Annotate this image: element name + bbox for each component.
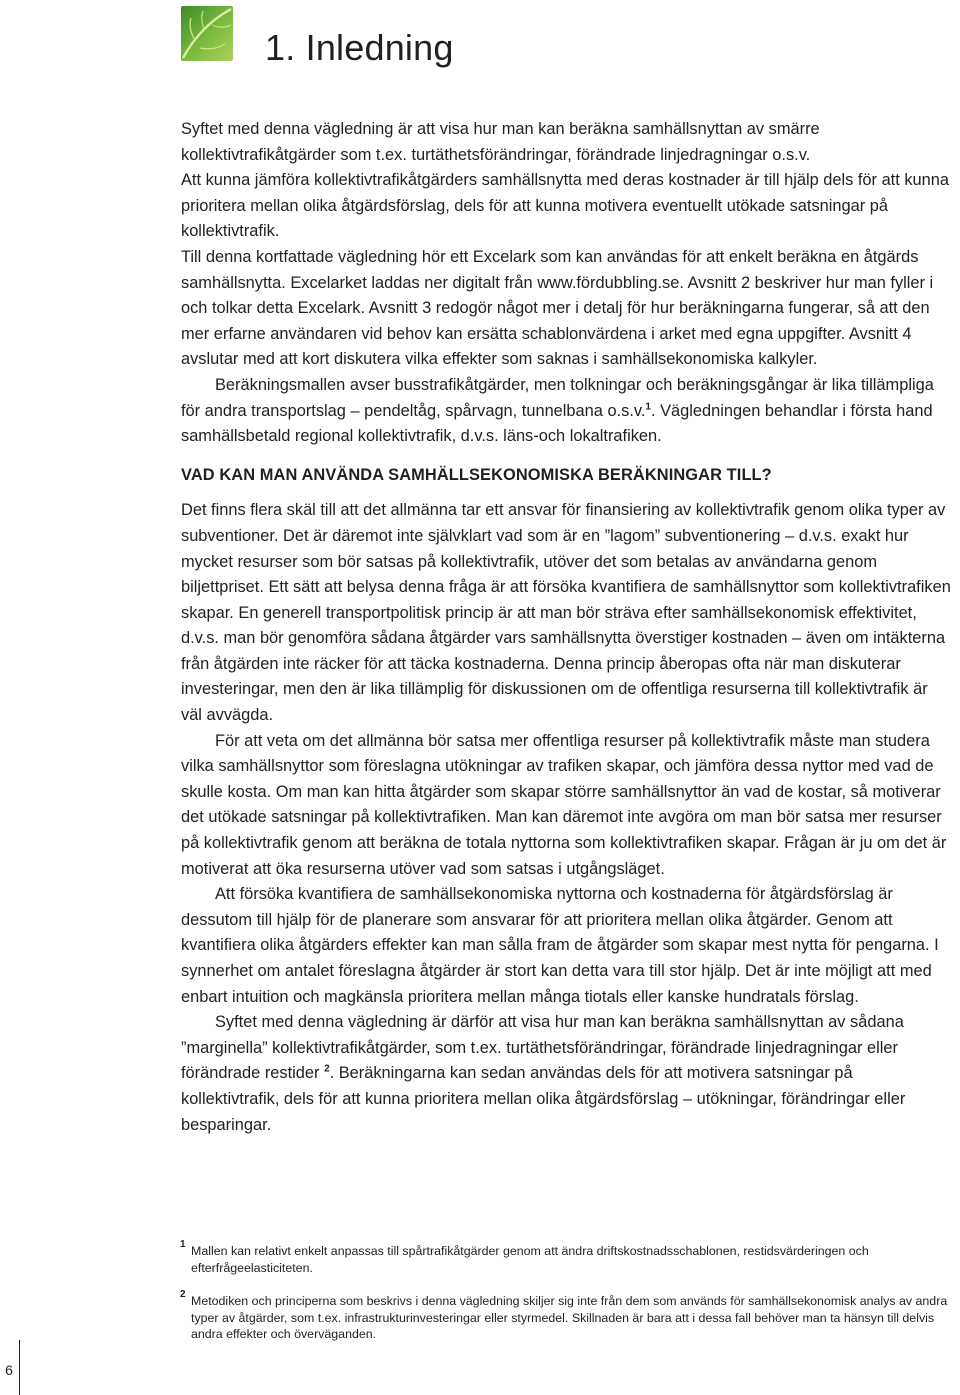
footnote-mark: 2 <box>180 1289 186 1300</box>
intro-paragraph-2: Att kunna jämföra kollektivtrafikåtgärders samhällsnytta med deras kostnader är till hjälp dels för att kunna prioritera mellan olika åtgärdsförslag, dels för att kunna motivera eventuellt utökade satsningar på kollektivtrafik. <box>181 171 949 241</box>
section-paragraph-4-text: Syftet med denna vägledning är därför att visa hur man kan beräkna samhällsnyttan av sådana ”marginella” kollektivtrafikåtgärder, som t.ex. turtäthetsförändringar, förändrade linjedragningar eller förändrade restider <box>181 1013 904 1083</box>
main-content <box>181 117 951 1138</box>
footnote-text: Metodiken och principerna som beskrivs i denna vägledning skiljer sig inte från dem som används för samhällsekonomisk analys av andra typer av åtgärder, som t.ex. infrastrukturinvesteringar eller styrmedel. Skillnaden är bara att i dessa fall behöver man ta hänsyn till delvis andra effekter och överväganden. <box>191 1294 948 1341</box>
footnotes <box>180 1239 960 1360</box>
intro-paragraph-1: Syftet med denna vägledning är att visa hur man kan beräkna samhällsnyttan av smärre kollektivtrafikåtgärder som t.ex. turtäthetsförändringar, förändrade linjedragningar o.s.v. <box>181 120 820 164</box>
intro-paragraph-4 <box>181 373 951 450</box>
chapter-title: 1. Inledning <box>265 27 454 68</box>
green-leaf-logo-icon <box>181 6 233 61</box>
section-heading: VAD KAN MAN ANVÄNDA SAMHÄLLSEKONOMISKA BERÄKNINGAR TILL? <box>181 465 772 484</box>
section-paragraph-2: För att veta om det allmänna bör satsa mer offentliga resurser på kollektivtrafik måste man studera vilka samhällsnyttor som föreslagna utökningar av trafiken skapar, och jämföra dessa nyttor med vad de skulle kosta. Om man kan hitta åtgärder som skapar större samhällsnyttor än vad de kostar, så motiverar det utökade satsningar på kollektivtrafiken. Man kan däremot inte avgöra om man bör satsa mer resurser på kollektivtrafik genom att beräkna de totala nyttorna som kollektivtrafiken skapar. Frågan är ju om det är motiverat att öka resurserna utöver vad som satsas i utgångsläget. <box>181 731 947 878</box>
section-paragraph-1: Det finns flera skäl till att det allmänna tar ett ansvar för finansiering av kollektivtrafik genom olika typer av subventioner. Det är däremot inte självklart vad som är en ”lagom” subventionering – d.v.s. exakt hur mycket resurser som bör satsas på kollektivtrafik, utöver det som betalas av användarna genom biljettpriset. Ett sätt att belysa denna fråga är att försöka kvantifiera de samhällsnyttor som kollektivtrafiken skapar. En generell transportpolitisk princip är att man bör sträva efter samhällsekonomisk effektivitet, d.v.s. man bör genomföra sådana åtgärder vars samhällsnytta överstiger kostnaden – även om intäkterna från åtgärden inte räcker för att täcka kostnaderna. Denna princip åberopas ofta när man diskuterar investeringar, men den är lika tillämplig för diskussionen om de offentliga resurserna till kollektivtrafik är väl avvägda. <box>181 501 951 725</box>
footnote-text: Mallen kan relativt enkelt anpassas till spårtrafikåtgärder genom att ändra driftskostnadsschablonen, restidsvärderingen och efterfrågeelasticiteten. <box>191 1244 869 1275</box>
footnote-1 <box>180 1239 960 1276</box>
intro-paragraph-3: Till denna kortfattade vägledning hör ett Excelark som kan användas för att enkelt beräkna en åtgärds samhällsnytta. Excelarket laddas ner digitalt från www.fördubbling.se. Avsnitt 2 beskriver hur man fyller i och tolkar detta Excelark. Avsnitt 3 redogör något mer i detalj för hur beräkningarna fungerar, så att den mer erfarne användaren vid behov kan ersätta schablonvärdena i arket med egna uppgifter. Avsnitt 4 avslutar med att kort diskutera vilka effekter som saknas i samhällsekonomiska kalkyler. <box>181 247 934 369</box>
footnote-2 <box>180 1289 960 1343</box>
intro-paragraph-4-text: Beräkningsmallen avser busstrafikåtgärder, men tolkningar och beräkningsgångar är lika tillämpliga för andra transportslag – pendeltåg, spårvagn, tunnelbana o.s.v. <box>181 375 934 420</box>
section-paragraph-3: Att försöka kvantifiera de samhällsekonomiska nyttorna och kostnaderna för åtgärdsförslag är dessutom till hjälp för de planerare som ansvarar för att prioritera mellan olika åtgärder. Genom att kvantifiera olika åtgärders effekter kan man sålla fram de åtgärder som skapar mest nytta för pengarna. I synnerhet om antalet föreslagna åtgärder är stort kan detta vara till stor hjälp. Det är inte möjligt att med enbart intuition och magkänsla prioritera mellan många tiotals eller kanske hundratals förslag. <box>181 885 939 1006</box>
page-number: 6 <box>5 1362 13 1378</box>
section-paragraph-4 <box>181 1010 951 1138</box>
footnote-ref-2: 2 <box>324 1063 330 1075</box>
intro-paragraph-4-text-end: . Vägledningen behandlar i första hand samhällsbetald regional kollektivtrafik, d.v.s. läns-och lokaltrafiken. <box>181 401 933 446</box>
footnote-mark: 1 <box>180 1239 186 1250</box>
section-paragraph-4-text-end: . Beräkningarna kan sedan användas dels för att motivera satsningar på kollektivtrafik, dels för att kunna prioritera mellan olika åtgärdsförslag – utökningar, förändringar eller besparingar. <box>181 1064 906 1134</box>
footnote-ref-1: 1 <box>645 401 651 413</box>
